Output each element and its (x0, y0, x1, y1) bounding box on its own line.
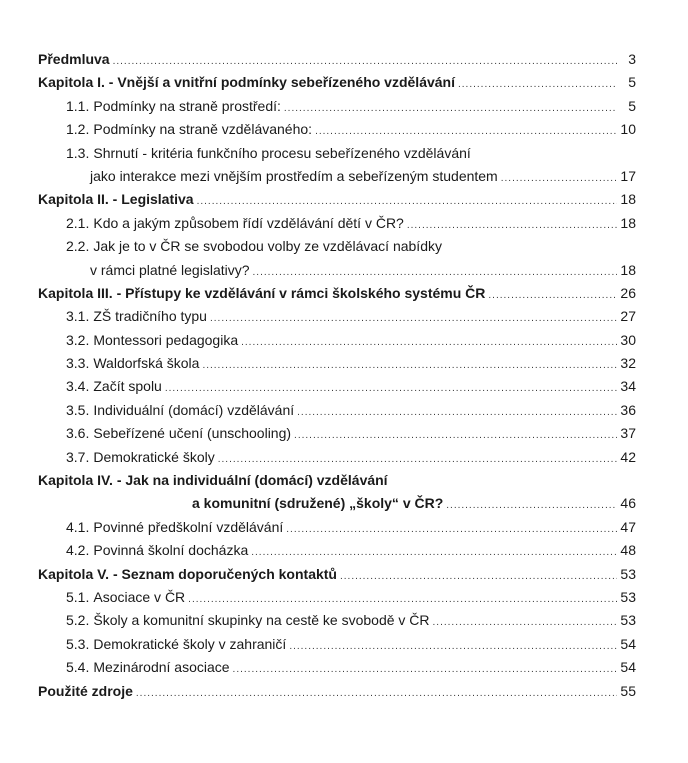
toc-chapter-entry (38, 48, 636, 71)
dot-leader (202, 354, 617, 377)
dot-leader (218, 448, 617, 471)
entry-title: Asociace v ČR (93, 588, 186, 605)
section-number: 3.4. (66, 378, 90, 395)
table-of-contents (38, 48, 636, 703)
page-number: 47 (620, 518, 636, 535)
toc-section-entry (38, 352, 636, 375)
toc-chapter-entry (38, 563, 636, 586)
page-number: 18 (620, 214, 636, 231)
entry-title: Demokratické školy v zahraničí (93, 635, 287, 652)
dot-leader (501, 167, 617, 190)
entry-title: Kdo a jakým způsobem řídí vzdělávání dětí v ČR? (93, 214, 404, 231)
entry-title: Kapitola III. - Přístupy ke vzdělávání v rámci školského systému ČR (38, 284, 486, 301)
section-number: 3.7. (66, 448, 90, 465)
entry-title: a komunitní (sdružené) „školy“ v ČR? (192, 495, 444, 512)
entry-title: Shrnutí - kritéria funkčního procesu sebeřízeného vzdělávání (93, 144, 471, 161)
entry-title: Individuální (domácí) vzdělávání (93, 401, 295, 418)
page-number: 48 (620, 542, 636, 559)
toc-chapter-entry (38, 469, 636, 492)
dot-leader (294, 424, 617, 447)
page-number: 17 (620, 167, 636, 184)
entry-title: Kapitola I. - Vnější a vnitřní podmínky sebeřízeného vzdělávání (38, 74, 455, 91)
toc-section-entry (38, 375, 636, 398)
dot-leader (197, 190, 617, 213)
toc-section-entry (38, 118, 636, 141)
section-number: 3.6. (66, 425, 90, 442)
dot-leader (241, 331, 617, 354)
toc-section-entry (38, 422, 636, 445)
dot-leader (297, 401, 617, 424)
page-number: 18 (620, 261, 636, 278)
entry-title: Waldorfská škola (93, 355, 200, 372)
toc-section-entry-continuation (38, 259, 636, 282)
dot-leader (253, 261, 617, 284)
section-number: 3.2. (66, 331, 90, 348)
page-number: 30 (620, 331, 636, 348)
dot-leader (286, 518, 617, 541)
entry-title: Kapitola IV. - Jak na individuální (domácí) vzdělávání (38, 472, 388, 489)
section-number: 5.1. (66, 588, 90, 605)
entry-title: Předmluva (38, 51, 110, 67)
page-number: 54 (620, 635, 636, 652)
page-number: 18 (620, 191, 636, 208)
toc-section-entry (38, 633, 636, 656)
dot-leader (340, 565, 617, 588)
toc-section-entry (38, 95, 636, 118)
section-number: 3.5. (66, 401, 90, 418)
dot-leader (233, 658, 617, 681)
toc-section-entry (38, 142, 636, 165)
page-number: 54 (620, 659, 636, 676)
toc-chapter-entry-continuation (38, 492, 636, 515)
section-number: 4.1. (66, 518, 90, 535)
entry-title: Povinné předškolní vzdělávání (93, 518, 284, 535)
entry-title: Podmínky na straně vzdělávaného: (93, 121, 313, 138)
section-number: 5.3. (66, 635, 90, 652)
page-number: 53 (620, 588, 636, 605)
page-number: 3 (628, 51, 636, 67)
toc-chapter-entry (38, 680, 636, 703)
page-number: 27 (620, 308, 636, 325)
toc-chapter-entry (38, 282, 636, 305)
page-number: 55 (620, 682, 636, 699)
section-number: 5.4. (66, 659, 90, 676)
entry-title: Podmínky na straně prostředí: (93, 97, 281, 114)
dot-leader (446, 494, 617, 517)
dot-leader (136, 682, 617, 705)
page-number: 53 (620, 612, 636, 629)
entry-title: Kapitola II. - Legislativa (38, 191, 194, 208)
dot-leader (315, 120, 617, 143)
dot-leader (407, 214, 617, 237)
toc-section-entry (38, 446, 636, 469)
dot-leader (458, 73, 617, 96)
entry-title: jako interakce mezi vnějším prostředím a sebeřízeným studentem (90, 167, 498, 184)
page-number: 36 (620, 401, 636, 418)
dot-leader (188, 588, 617, 611)
entry-title: Montessori pedagogika (93, 331, 239, 348)
page-number: 53 (620, 565, 636, 582)
dot-leader (210, 307, 617, 330)
dot-leader (251, 541, 617, 564)
section-number: 4.2. (66, 542, 90, 559)
toc-section-entry (38, 539, 636, 562)
dot-leader (433, 611, 617, 634)
toc-chapter-entry (38, 71, 636, 94)
entry-title: Mezinárodní asociace (93, 659, 230, 676)
page-number: 37 (620, 425, 636, 442)
toc-section-entry (38, 609, 636, 632)
page-number: 34 (620, 378, 636, 395)
entry-title: Povinná školní docházka (93, 542, 249, 559)
page-number: 32 (620, 355, 636, 372)
toc-section-entry-continuation (38, 165, 636, 188)
entry-title: Použité zdroje (38, 682, 133, 699)
page-number: 5 (628, 74, 636, 91)
section-number: 2.2. (66, 238, 90, 255)
toc-chapter-entry (38, 188, 636, 211)
entry-title: v rámci platné legislativy? (90, 261, 250, 278)
section-number: 5.2. (66, 612, 90, 629)
entry-title: ZŠ tradičního typu (93, 308, 207, 325)
dot-leader (165, 377, 617, 400)
toc-section-entry (38, 212, 636, 235)
entry-title: Začít spolu (93, 378, 162, 395)
toc-section-entry (38, 516, 636, 539)
toc-section-entry (38, 586, 636, 609)
dot-leader (289, 635, 617, 658)
section-number: 2.1. (66, 214, 90, 231)
section-number: 1.2. (66, 121, 90, 138)
section-number: 3.3. (66, 355, 90, 372)
entry-title: Kapitola V. - Seznam doporučených kontaktů (38, 565, 337, 582)
entry-title: Demokratické školy (93, 448, 215, 465)
page-number: 10 (620, 121, 636, 138)
entry-title: Školy a komunitní skupinky na cestě ke svobodě v ČR (93, 612, 430, 629)
page-number: 26 (620, 284, 636, 301)
entry-title: Jak je to v ČR se svobodou volby ze vzdělávací nabídky (93, 238, 442, 255)
toc-section-entry (38, 329, 636, 352)
page-number: 46 (620, 495, 636, 512)
toc-section-entry (38, 305, 636, 328)
toc-section-entry (38, 656, 636, 679)
entry-title: Sebeřízené učení (unschooling) (93, 425, 292, 442)
page-number: 42 (620, 448, 636, 465)
section-number: 3.1. (66, 308, 90, 325)
section-number: 1.1. (66, 97, 90, 114)
toc-section-entry (38, 399, 636, 422)
dot-leader (113, 50, 617, 73)
page-number: 5 (628, 97, 636, 114)
dot-leader (284, 97, 617, 120)
toc-section-entry (38, 235, 636, 258)
dot-leader (488, 284, 617, 307)
section-number: 1.3. (66, 144, 90, 161)
